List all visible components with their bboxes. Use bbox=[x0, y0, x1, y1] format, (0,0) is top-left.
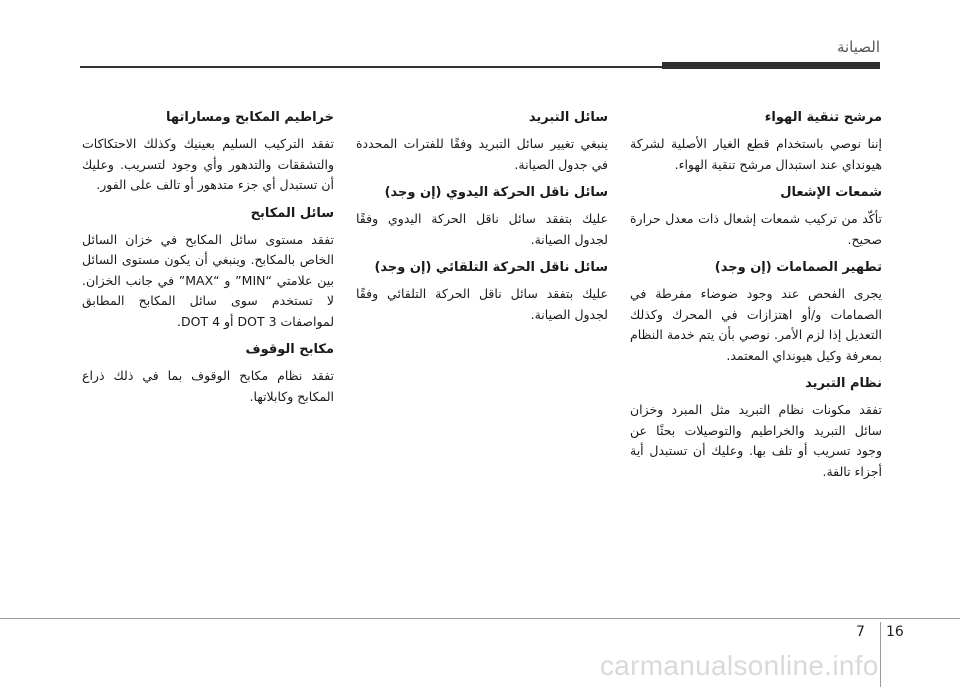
paragraph-parking-brake: تفقد نظام مكابح الوقوف بما في ذلك ذراع المكابح وكابلاتها. bbox=[82, 368, 334, 404]
paragraph-cooling-system: تفقد مكونات نظام التبريد مثل المبرد وخزان سائل التبريد والخراطيم والتوصيلات بحثًا عن وجود تسريب أو تلف بها. وعليك أن تستبدل أية أجزاء تالفة. bbox=[630, 402, 882, 479]
paragraph-manual-transaxle-fluid: عليك بتفقد سائل ناقل الحركة اليدوي وفقًا لجدول الصيانة. bbox=[356, 211, 608, 247]
footer-divider bbox=[880, 622, 881, 687]
header-rule bbox=[80, 66, 880, 68]
chapter-number: 7 bbox=[856, 624, 865, 640]
paragraph-brake-fluid: تفقد مستوى سائل المكابح في خزان السائل الخاص بالمكابح. وينبغي أن يكون مستوى السائل بين علامتي “MIN” و “MAX” في جانب الخزان. لا تستخدم سوى سائل المكابح المطابق لمواصفات DOT 3 أو DOT 4. bbox=[82, 231, 335, 329]
heading-air-filter: مرشح تنقية الهواء bbox=[764, 110, 882, 125]
column-middle bbox=[356, 100, 608, 333]
paragraph-automatic-transaxle-fluid: عليك بتفقد سائل ناقل الحركة التلقائي وفقًا لجدول الصيانة. bbox=[356, 286, 608, 322]
heading-coolant: سائل التبريد bbox=[528, 110, 608, 125]
paragraph-spark-plugs: تأكّد من تركيب شمعات إشعال ذات معدل حرارة صحيح. bbox=[630, 211, 882, 247]
heading-valve-clearance: تطهير الصمامات (إن وجد) bbox=[714, 260, 882, 275]
heading-spark-plugs: شمعات الإشعال bbox=[780, 185, 882, 200]
page-number: 16 bbox=[886, 624, 904, 640]
section-title: الصيانة bbox=[836, 38, 880, 56]
column-left bbox=[82, 100, 334, 415]
paragraph-air-filter: إننا نوصي باستخدام قطع الغيار الأصلية لشركة هيونداي عند استبدال مرشح تنقية الهواء. bbox=[630, 136, 882, 172]
heading-brake-fluid: سائل المكابح bbox=[250, 205, 334, 221]
heading-parking-brake: مكابح الوقوف bbox=[245, 342, 334, 357]
paragraph-brake-hoses: تفقد التركيب السليم بعينيك وكذلك الاحتكاكات والتشققات والتدهور وأي وجود لتسريب. وعليك أن تستبدل أي جزء متدهور أو تالف على الفور. bbox=[82, 136, 334, 192]
paragraph-valve-clearance: يجرى الفحص عند وجود ضوضاء مفرطة في الصمامات و/أو اهتزازات في المحرك وكذلك التعديل إذا لزم الأمر. نوصي بأن يتم خدمة النظام بمعرفة وكيل هيونداي المعتمد. bbox=[630, 286, 882, 363]
watermark-text: carmanualsonline.info bbox=[600, 650, 879, 681]
paragraph-coolant: ينبغي تغيير سائل التبريد وفقًا للفترات المحددة في جدول الصيانة. bbox=[356, 136, 608, 172]
heading-brake-hoses: خراطيم المكابح ومساراتها bbox=[166, 110, 334, 125]
heading-manual-transaxle-fluid: سائل ناقل الحركة اليدوي (إن وجد) bbox=[384, 185, 608, 200]
heading-automatic-transaxle-fluid: سائل ناقل الحركة التلقائي (إن وجد) bbox=[374, 260, 608, 275]
heading-cooling-system: نظام التبريد bbox=[805, 376, 882, 391]
column-right bbox=[630, 100, 882, 490]
footer-rule bbox=[0, 618, 960, 619]
